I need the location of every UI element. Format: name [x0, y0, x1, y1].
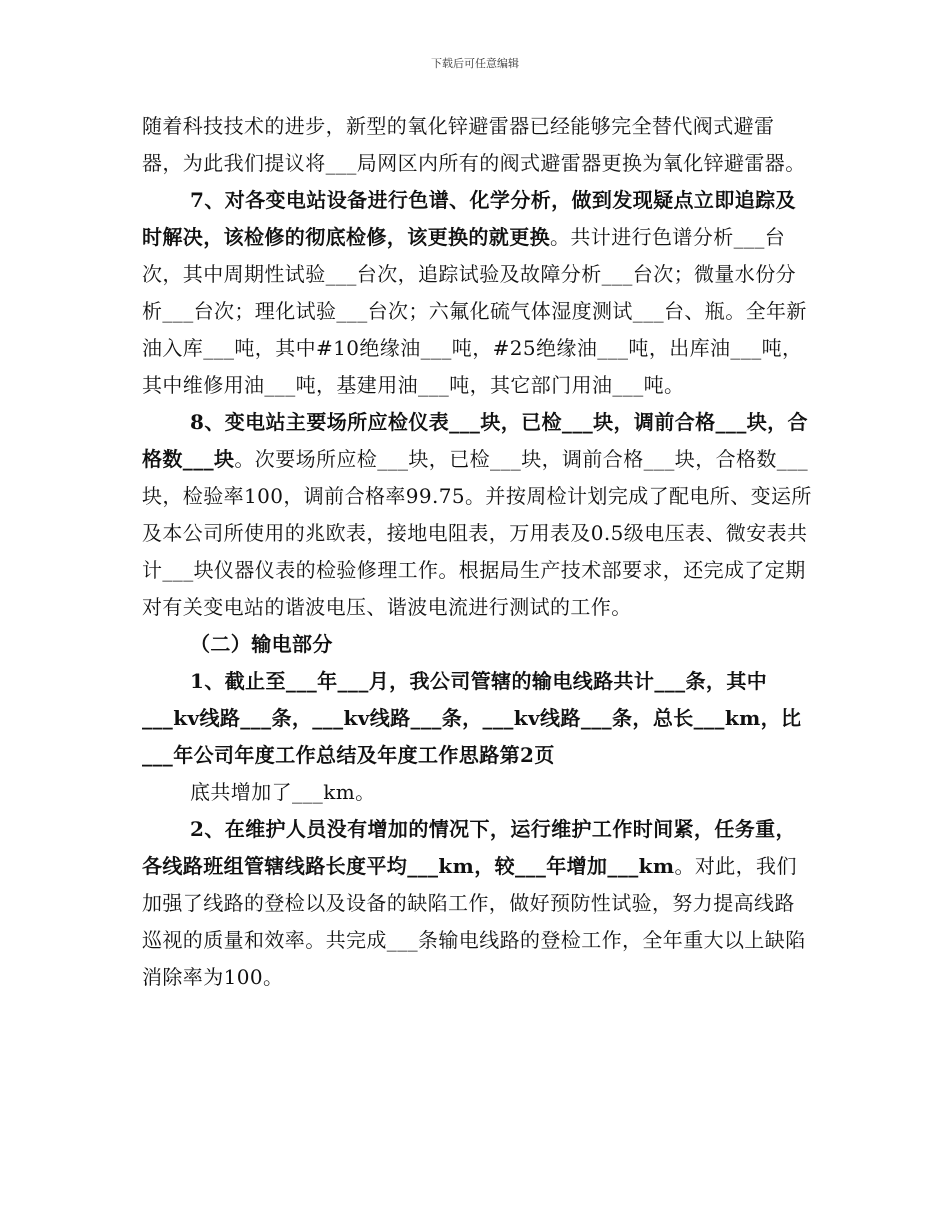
paragraph-arrester: 随着科技技术的进步，新型的氧化锌避雷器已经能够完全替代阀式避雷器，为此我们提议将___局网区内所有的阀式避雷器更换为氧化锌避雷器。	[142, 114, 806, 175]
item-7-bold-lead: 7、对各变电站设备进行色谱、化学分析，做到发现疑点立即追踪及时解决，该检修的彻底检修，该更换的就更换	[142, 188, 796, 249]
section-heading-transmission: （二）输电部分	[190, 632, 333, 656]
item-7-body: 。共计进行色谱分析___台次，其中周期性试验___台次，追踪试验及故障分析___台次；微量水份分析___台次；理化试验___台次；六氟化硫气体湿度测试___台、瓶。全年新油入库___吨，其中#10绝缘油___吨，#25绝缘油___吨，出库油___吨，其中维修用油___吨，基建用油___吨，其它部门用油___吨。	[142, 225, 807, 397]
transmission-item-2-bold-lead: 2、在维护人员没有增加的情况下，运行维护工作时间紧，任务重，各线路班组管辖线路长度平均___km，较___年增加___km	[142, 817, 796, 878]
page-header: 下载后可任意编辑	[431, 57, 519, 70]
transmission-item-2-body: 。对此，我们加强了线路的登检以及设备的缺陷工作，做好预防性试验，努力提高线路巡视的质量和效率。共完成___条输电线路的登检工作，全年重大以上缺陷消除率为100。	[142, 854, 806, 989]
paragraph-transmission-item-1	[142, 663, 814, 774]
item-8-bold-lead: 8、变电站主要场所应检仪表___块，已检___块，调前合格___块，合格数___块	[142, 410, 808, 471]
paragraph-item-7	[142, 182, 814, 404]
document-body	[142, 108, 814, 996]
paragraph-transmission-item-2	[142, 811, 814, 996]
paragraph-item-8	[142, 404, 814, 626]
transmission-item-1-bold: 1、截止至___年___月，我公司管辖的输电线路共计___条，其中___kv线路___条，___kv线路___条，___kv线路___条，总长___km，比___年公司年度工作总结及年度工作思路第2页	[142, 669, 802, 767]
item-8-body: 。次要场所应检___块，已检___块，调前合格___块，合格数___块，检验率100，调前合格率99.75。并按周检计划完成了配电所、变运所及本公司所使用的兆欧表，接地电阻表，万用表及0.5级电压表、微安表共计___块仪器仪表的检验修理工作。根据局生产技术部要求，还完成了定期对有关变电站的谐波电压、谐波电流进行测试的工作。	[142, 447, 812, 619]
paragraph-increase: 底共增加了___km。	[190, 780, 376, 804]
